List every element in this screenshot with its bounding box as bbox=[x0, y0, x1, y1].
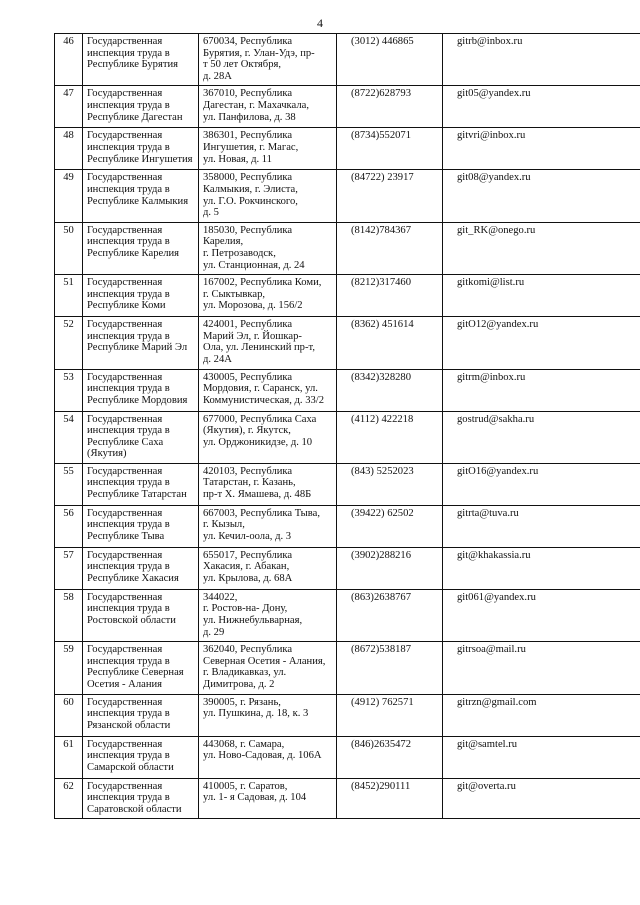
phone-number: (3902)288216 bbox=[337, 547, 443, 589]
table-row bbox=[55, 694, 640, 736]
row-number: 60 bbox=[55, 694, 83, 736]
inspection-name: Государственная инспекция труда в Республике Марий Эл bbox=[83, 317, 199, 369]
email-address: git061@yandex.ru bbox=[443, 589, 640, 641]
inspection-name: Государственная инспекция труда в Республике Саха (Якутия) bbox=[83, 411, 199, 463]
phone-number: (8142)784367 bbox=[337, 222, 443, 274]
table-row bbox=[55, 547, 640, 589]
postal-address: 655017, Республика Хакасия, г. Абакан, ул. Крылова, д. 68А bbox=[199, 547, 337, 589]
postal-address: 670034, Республика Бурятия, г. Улан-Удэ, пр- т 50 лет Октября, д. 28А bbox=[199, 34, 337, 86]
email-address: gitO12@yandex.ru bbox=[443, 317, 640, 369]
postal-address: 420103, Республика Татарстан, г. Казань, пр-т Х. Ямашева, д. 48Б bbox=[199, 463, 337, 505]
inspection-name: Государственная инспекция труда в Республике Карелия bbox=[83, 222, 199, 274]
postal-address: 430005, Республика Мордовия, г. Саранск, ул. Коммунистическая, д. 33/2 bbox=[199, 369, 337, 411]
postal-address: 443068, г. Самара, ул. Ново-Садовая, д. 106А bbox=[199, 736, 337, 778]
table-row bbox=[55, 34, 640, 86]
inspection-name: Государственная инспекция труда в Самарской области bbox=[83, 736, 199, 778]
inspection-name: Государственная инспекция труда в Республике Ингушетия bbox=[83, 128, 199, 170]
postal-address: 358000, Республика Калмыкия, г. Элиста, ул. Г.О. Рокчинского, д. 5 bbox=[199, 170, 337, 222]
inspection-name: Государственная инспекция труда в Республике Бурятия bbox=[83, 34, 199, 86]
email-address: git@samtel.ru bbox=[443, 736, 640, 778]
phone-number: (39422) 62502 bbox=[337, 505, 443, 547]
inspection-name: Государственная инспекция труда в Республике Хакасия bbox=[83, 547, 199, 589]
table-row bbox=[55, 317, 640, 369]
postal-address: 362040, Республика Северная Осетия - Алания, г. Владикавказ, ул. Димитрова, д. 2 bbox=[199, 642, 337, 694]
inspection-name: Государственная инспекция труда в Саратовской области bbox=[83, 778, 199, 819]
phone-number: (843) 5252023 bbox=[337, 463, 443, 505]
row-number: 55 bbox=[55, 463, 83, 505]
phone-number: (8342)328280 bbox=[337, 369, 443, 411]
postal-address: 167002, Республика Коми, г. Сыктывкар, ул. Морозова, д. 156/2 bbox=[199, 275, 337, 317]
row-number: 48 bbox=[55, 128, 83, 170]
email-address: gitrta@tuva.ru bbox=[443, 505, 640, 547]
table-row bbox=[55, 589, 640, 641]
email-address: gitrsoa@mail.ru bbox=[443, 642, 640, 694]
table-row bbox=[55, 411, 640, 463]
table-row bbox=[55, 505, 640, 547]
phone-number: (8672)538187 bbox=[337, 642, 443, 694]
row-number: 62 bbox=[55, 778, 83, 819]
row-number: 52 bbox=[55, 317, 83, 369]
inspection-name: Государственная инспекция труда в Республике Мордовия bbox=[83, 369, 199, 411]
inspection-name: Государственная инспекция труда в Республике Татарстан bbox=[83, 463, 199, 505]
table-row bbox=[55, 170, 640, 222]
email-address: gitrzn@gmail.com bbox=[443, 694, 640, 736]
email-address: gitrb@inbox.ru bbox=[443, 34, 640, 86]
phone-number: (84722) 23917 bbox=[337, 170, 443, 222]
row-number: 49 bbox=[55, 170, 83, 222]
inspection-name: Государственная инспекция труда в Рязанской области bbox=[83, 694, 199, 736]
email-address: git@overta.ru bbox=[443, 778, 640, 819]
row-number: 47 bbox=[55, 86, 83, 128]
email-address: git05@yandex.ru bbox=[443, 86, 640, 128]
postal-address: 667003, Республика Тыва, г. Кызыл, ул. Кечил-оола, д. 3 bbox=[199, 505, 337, 547]
inspection-name: Государственная инспекция труда в Республике Северная Осетия - Алания bbox=[83, 642, 199, 694]
inspection-name: Государственная инспекция труда в Ростовской области bbox=[83, 589, 199, 641]
postal-address: 390005, г. Рязань, ул. Пушкина, д. 18, к. 3 bbox=[199, 694, 337, 736]
inspection-name: Государственная инспекция труда в Республике Коми bbox=[83, 275, 199, 317]
inspection-name: Государственная инспекция труда в Республике Калмыкия bbox=[83, 170, 199, 222]
inspection-name: Государственная инспекция труда в Республике Тыва bbox=[83, 505, 199, 547]
email-address: git08@yandex.ru bbox=[443, 170, 640, 222]
email-address: git_RK@onego.ru bbox=[443, 222, 640, 274]
row-number: 53 bbox=[55, 369, 83, 411]
postal-address: 185030, Республика Карелия, г. Петрозаводск, ул. Станционная, д. 24 bbox=[199, 222, 337, 274]
email-address: gitO16@yandex.ru bbox=[443, 463, 640, 505]
row-number: 58 bbox=[55, 589, 83, 641]
row-number: 50 bbox=[55, 222, 83, 274]
table-row bbox=[55, 642, 640, 694]
row-number: 59 bbox=[55, 642, 83, 694]
postal-address: 410005, г. Саратов, ул. 1- я Садовая, д. 104 bbox=[199, 778, 337, 819]
table-body bbox=[55, 34, 640, 819]
phone-number: (4912) 762571 bbox=[337, 694, 443, 736]
phone-number: (4112) 422218 bbox=[337, 411, 443, 463]
postal-address: 424001, Республика Марий Эл, г. Йошкар- Ола, ул. Ленинский пр-т, д. 24А bbox=[199, 317, 337, 369]
phone-number: (8452)290111 bbox=[337, 778, 443, 819]
table-row bbox=[55, 736, 640, 778]
phone-number: (8722)628793 bbox=[337, 86, 443, 128]
postal-address: 367010, Республика Дагестан, г. Махачкала, ул. Панфилова, д. 38 bbox=[199, 86, 337, 128]
table-row bbox=[55, 86, 640, 128]
page-number: 4 bbox=[317, 16, 323, 30]
row-number: 46 bbox=[55, 34, 83, 86]
row-number: 56 bbox=[55, 505, 83, 547]
table-row bbox=[55, 778, 640, 819]
phone-number: (3012) 446865 bbox=[337, 34, 443, 86]
labor-inspection-table bbox=[54, 33, 640, 819]
row-number: 51 bbox=[55, 275, 83, 317]
table-row bbox=[55, 128, 640, 170]
phone-number: (8362) 451614 bbox=[337, 317, 443, 369]
inspection-name: Государственная инспекция труда в Республике Дагестан bbox=[83, 86, 199, 128]
row-number: 57 bbox=[55, 547, 83, 589]
email-address: gitvri@inbox.ru bbox=[443, 128, 640, 170]
postal-address: 386301, Республика Ингушетия, г. Магас, ул. Новая, д. 11 bbox=[199, 128, 337, 170]
email-address: gitrm@inbox.ru bbox=[443, 369, 640, 411]
phone-number: (8212)317460 bbox=[337, 275, 443, 317]
table-row bbox=[55, 369, 640, 411]
email-address: gostrud@sakha.ru bbox=[443, 411, 640, 463]
phone-number: (863)2638767 bbox=[337, 589, 443, 641]
phone-number: (846)2635472 bbox=[337, 736, 443, 778]
email-address: gitkomi@list.ru bbox=[443, 275, 640, 317]
postal-address: 677000, Республика Саха (Якутия), г. Якутск, ул. Орджоникидзе, д. 10 bbox=[199, 411, 337, 463]
row-number: 54 bbox=[55, 411, 83, 463]
table-row bbox=[55, 275, 640, 317]
phone-number: (8734)552071 bbox=[337, 128, 443, 170]
row-number: 61 bbox=[55, 736, 83, 778]
email-address: git@khakassia.ru bbox=[443, 547, 640, 589]
postal-address: 344022, г. Ростов-на- Дону, ул. Нижнебульварная, д. 29 bbox=[199, 589, 337, 641]
table-row bbox=[55, 222, 640, 274]
table-row bbox=[55, 463, 640, 505]
